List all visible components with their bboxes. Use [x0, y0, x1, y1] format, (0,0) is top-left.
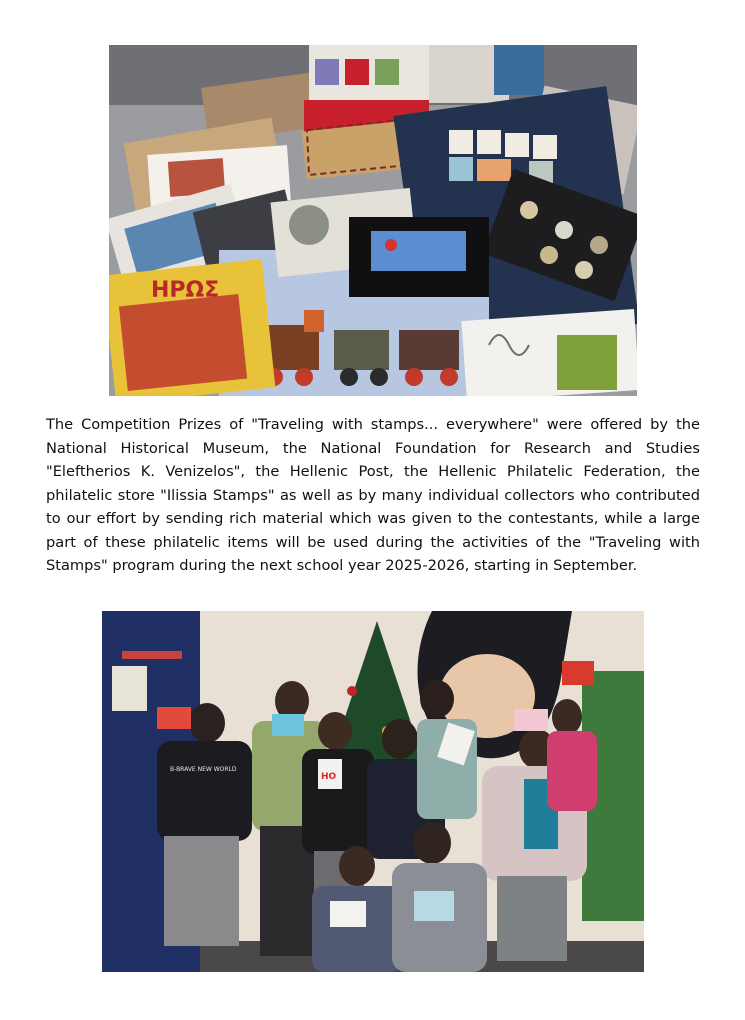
card-text: ΗΟ: [321, 772, 337, 782]
children-photo-illustration: [102, 611, 644, 972]
prizes-photo-illustration: [109, 45, 637, 396]
article-paragraph: The Competition Prizes of "Traveling with stamps... everywhere" were offered by the National Historical Museum, the National Foundation for Research and Studies "Eleftherios K. Venizelos", the Hellenic Post, the Hellenic Philatelic Federation, the philatelic store "Ilissia Stamps" as well as by many individual collectors who contributed to our effort by sending rich material which was given to the contestants, while a large part of these philatelic items will be used during the activities of the "Traveling with Stamps" program during the next school year 2025-2026, starting in September.: [46, 416, 700, 574]
prizes-photo: [109, 45, 637, 396]
comic-title: ΗΡΩΣ: [151, 278, 220, 303]
children-photo: [102, 611, 644, 972]
shirt-text: B-BRAVE NEW WORLD: [170, 766, 237, 773]
